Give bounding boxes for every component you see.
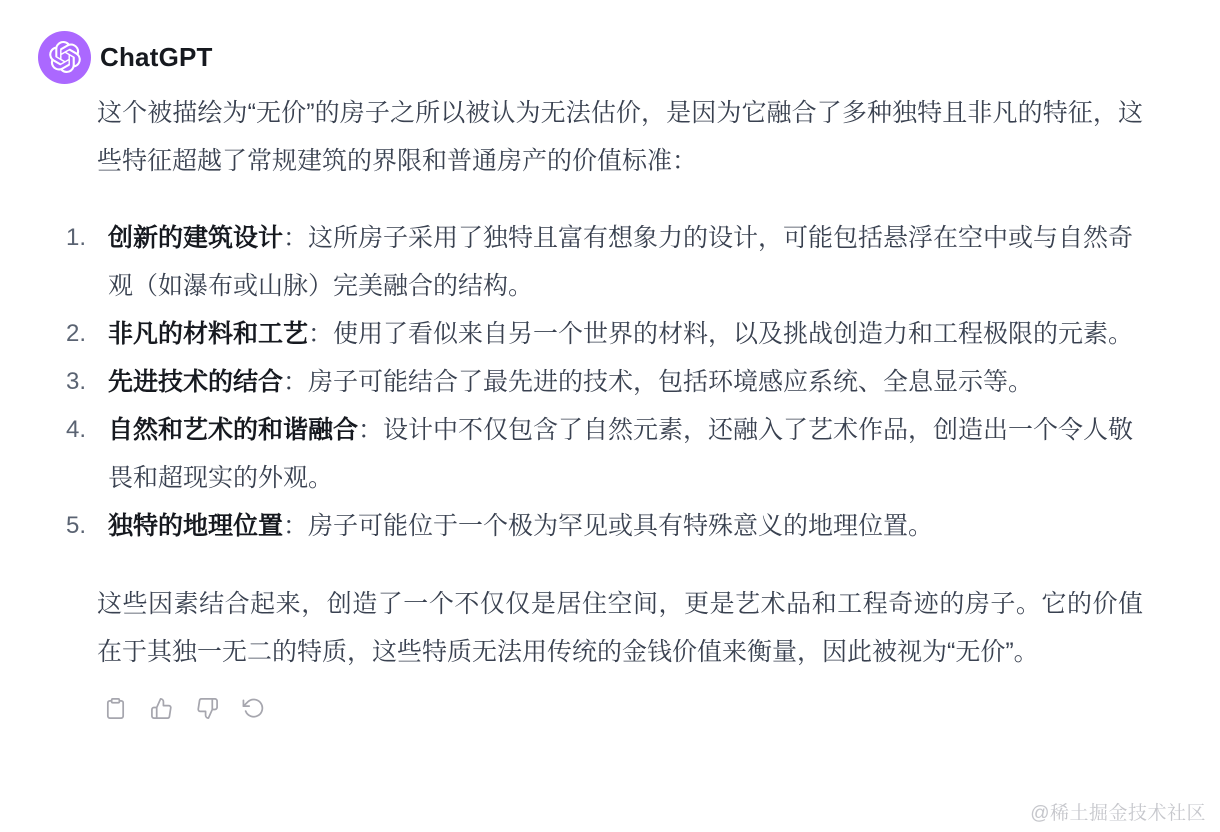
list-item-text [108, 502, 1143, 550]
list-item-body: ：设计中不仅包含了自然元素，还融入了艺术作品，创造出一个令人敬畏和超现实的外观。 [108, 416, 1134, 492]
message-body [66, 89, 1143, 676]
list-item [66, 310, 1143, 358]
regenerate-button[interactable] [242, 697, 265, 720]
list-item-number: 2. [66, 320, 87, 347]
copy-button[interactable] [104, 697, 127, 720]
list-item [66, 358, 1143, 406]
outro-paragraph: 这些因素结合起来，创造了一个不仅仅是居住空间，更是艺术品和工程奇迹的房子。它的价值在于其独一无二的特质，这些特质无法用传统的金钱价值来衡量，因此被视为“无价”。 [97, 590, 1143, 666]
intro-paragraph: 这个被描绘为“无价”的房子之所以被认为无法估价，是因为它融合了多种独特且非凡的特征，这些特征超越了常规建筑的界限和普通房产的价值标准： [97, 99, 1143, 175]
list-item-text [108, 406, 1143, 502]
list-item-body: ：房子可能结合了最先进的技术，包括环境感应系统、全息显示等。 [283, 368, 1034, 396]
list-item-number: 3. [66, 368, 87, 395]
app-title: ChatGPT [100, 41, 213, 72]
copy-icon [104, 697, 127, 720]
watermark: @稀土掘金技术社区 [1030, 803, 1206, 824]
thumbs-down-icon [196, 697, 219, 720]
list-item [66, 502, 1143, 550]
list-item-text [108, 214, 1143, 310]
openai-logo-icon [49, 41, 81, 73]
list-item-title: 独特的地理位置 [108, 512, 284, 540]
thumbs-up-button[interactable] [150, 697, 173, 720]
list-item-title: 非凡的材料和工艺 [108, 320, 309, 348]
thumbs-down-button[interactable] [196, 697, 219, 720]
list-item [66, 406, 1143, 502]
list-item-number: 5. [66, 512, 87, 539]
list-item-title: 先进技术的结合 [108, 368, 284, 396]
message-header [38, 30, 1140, 84]
list-item-title: 自然和艺术的和谐融合 [108, 416, 359, 444]
list-item-number: 4. [66, 416, 87, 443]
list-item-body: ：房子可能位于一个极为罕见或具有特殊意义的地理位置。 [283, 512, 934, 540]
list-item-text [108, 358, 1143, 406]
list-item-number: 1. [66, 224, 87, 251]
chatgpt-avatar [38, 31, 91, 84]
thumbs-up-icon [150, 697, 173, 720]
list-item-text [108, 310, 1143, 358]
regenerate-icon [242, 697, 265, 720]
message-action-bar [104, 697, 1140, 720]
list-item-title: 创新的建筑设计 [108, 224, 284, 252]
list-item [66, 214, 1143, 310]
list-item-body: ：使用了看似来自另一个世界的材料，以及挑战创造力和工程极限的元素。 [308, 320, 1134, 348]
numbered-list [66, 214, 1143, 550]
list-item-body: ：这所房子采用了独特且富有想象力的设计，可能包括悬浮在空中或与自然奇观（如瀑布或山脉）完美融合的结构。 [108, 224, 1134, 300]
